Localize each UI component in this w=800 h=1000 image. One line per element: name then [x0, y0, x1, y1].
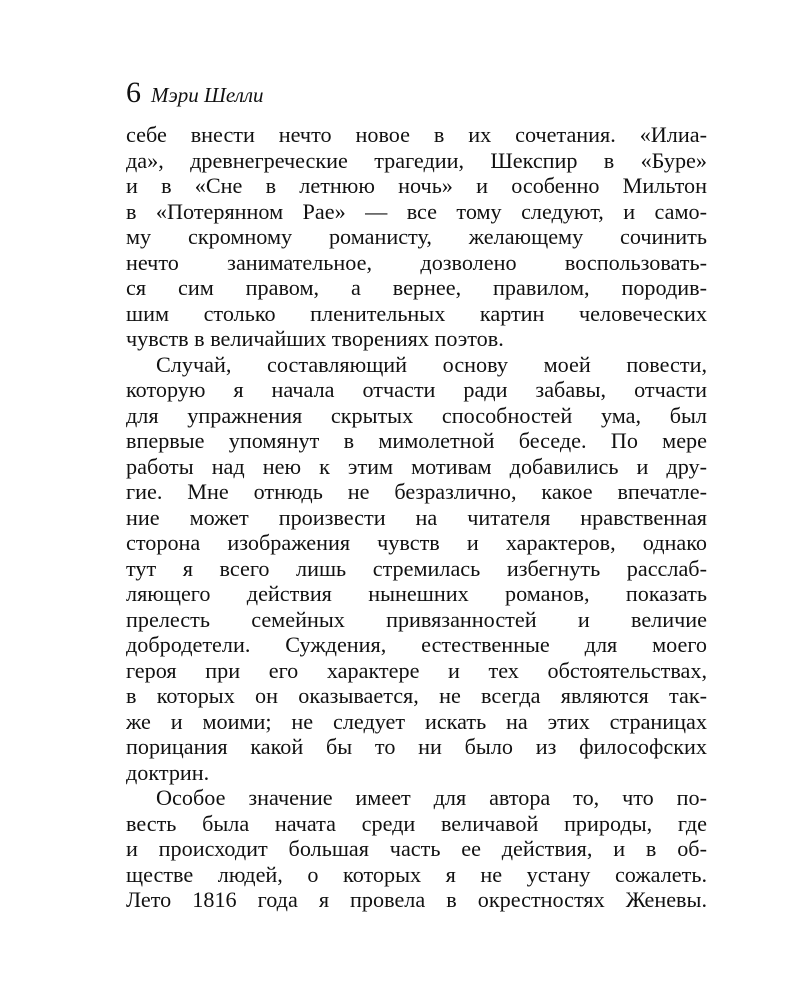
- running-title: Мэри Шелли: [151, 83, 264, 107]
- text-line: работы над нею к этим мотивам добавились и дру-: [126, 453, 707, 479]
- text-line: шим столько пленительных картин человеческих: [126, 300, 707, 326]
- page-number: 6: [126, 76, 141, 109]
- page-header: [126, 76, 264, 110]
- text-line: впервые упомянут в мимолетной беседе. По мере: [126, 428, 707, 453]
- text-line: тут я всего лишь стремилась избегнуть расслаб-: [126, 555, 707, 581]
- text-line: ляющего действия нынешних романов, показать: [126, 581, 707, 606]
- text-line: гие. Мне отнюдь не безразлично, какое впечатле-: [126, 479, 707, 504]
- text-line: ние может произвести на читателя нравственная: [126, 504, 707, 530]
- text-line: прелесть семейных привязанностей и величие: [126, 606, 707, 632]
- text-line: и в «Сне в летнюю ночь» и особенно Мильтон: [126, 173, 707, 198]
- paragraph-start-line: Случай, составляющий основу моей повести,: [156, 351, 707, 377]
- text-line: доктрин.: [126, 759, 210, 785]
- text-line: же и моими; не следует искать на этих страницах: [126, 708, 707, 734]
- text-line: да», древнегреческие трагедии, Шекспир в «Буре»: [126, 147, 707, 173]
- text-line: и происходит большая часть ее действия, и в об-: [126, 836, 707, 861]
- text-line: Лето 1816 года я провела в окрестностях Женевы.: [126, 887, 707, 912]
- text-line: порицания какой бы то ни было из философских: [126, 734, 707, 759]
- text-line: ся сим правом, а вернее, правилом, породив-: [126, 275, 707, 300]
- text-line: для упражнения скрытых способностей ума, был: [126, 402, 707, 428]
- text-line: себе внести нечто новое в их сочетания. «Илиа-: [126, 122, 707, 147]
- text-line: которую я начала отчасти ради забавы, отчасти: [126, 377, 707, 402]
- text-line: му скромному романисту, желающему сочинить: [126, 224, 707, 249]
- paragraph-start-line: Особое значение имеет для автора то, что по-: [156, 785, 707, 810]
- text-line: нечто занимательное, дозволено воспользовать-: [126, 249, 707, 275]
- text-line: чувств в величайших творениях поэтов.: [126, 326, 504, 351]
- text-line: добродетели. Суждения, естественные для моего: [126, 632, 707, 657]
- text-line: в «Потерянном Рае» — все тому следуют, и само-: [126, 198, 707, 224]
- body-text: [126, 122, 707, 913]
- text-line: весть была начата среди величавой природы, где: [126, 810, 707, 836]
- text-line: сторона изображения чувств и характеров, однако: [126, 530, 707, 555]
- text-line: ществе людей, о которых я не устану сожалеть.: [126, 861, 707, 887]
- text-line: в которых он оказывается, не всегда являются так-: [126, 683, 707, 708]
- text-line: героя при его характере и тех обстоятельствах,: [126, 657, 707, 683]
